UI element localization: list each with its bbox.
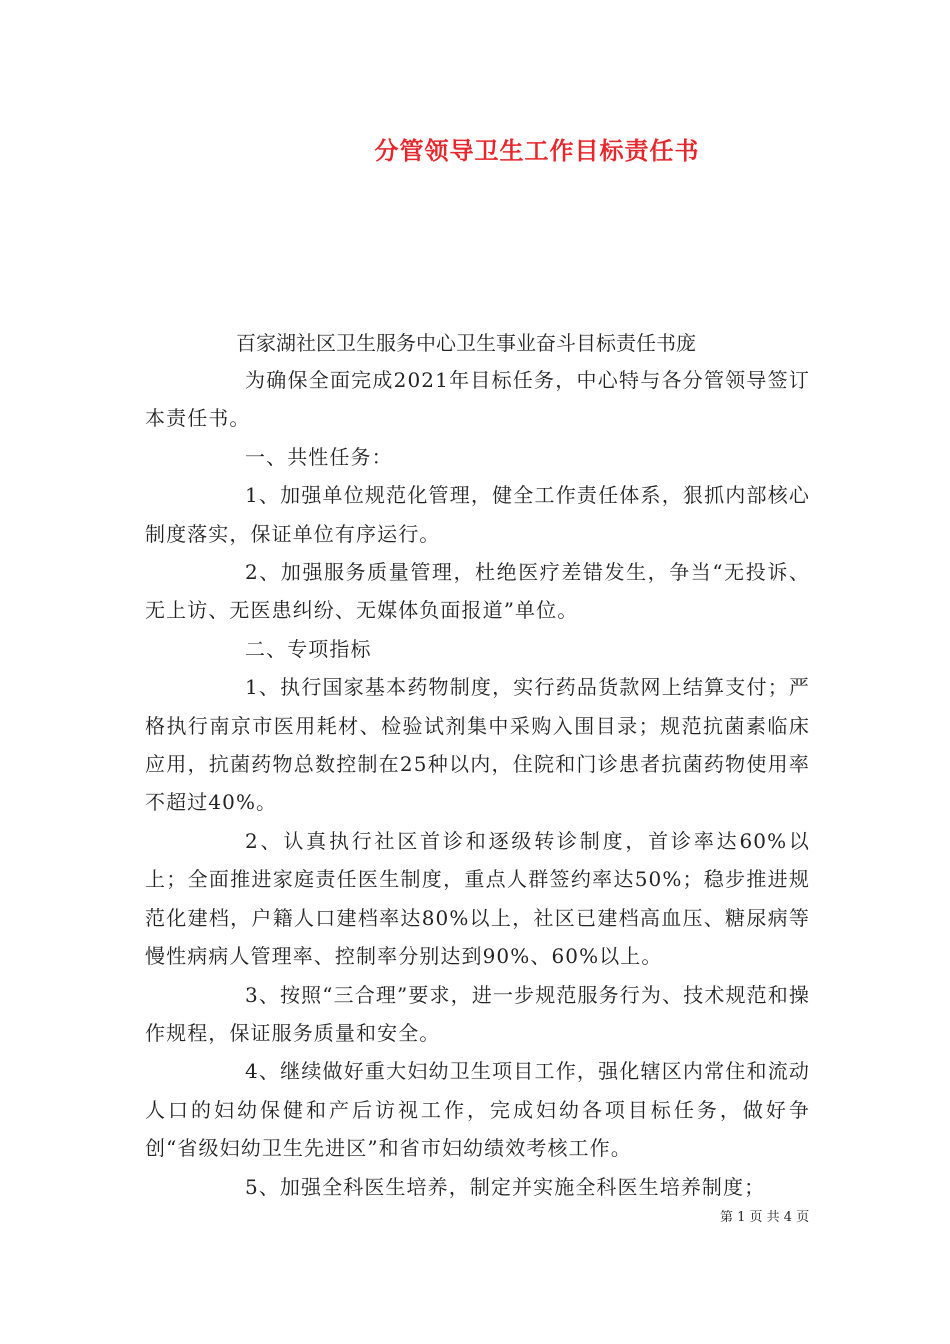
subtitle: 百家湖社区卫生服务中心卫生事业奋斗目标责任书庞 bbox=[236, 331, 696, 355]
paragraph-special-3: 3、按照“三合理”要求，进一步规范服务行为、技术规范和操作规程，保证服务质量和安全。 bbox=[145, 982, 810, 1045]
paragraph-special-4: 4、继续做好重大妇幼卫生项目工作，强化辖区内常住和流动人口的妇幼保健和产后访视工作，完成妇幼各项目标任务，做好争创“省级妇幼卫生先进区”和省市妇幼绩效考核工作。 bbox=[145, 1059, 810, 1161]
paragraph-special-1: 1、执行国家基本药物制度，实行药品货款网上结算支付；严格执行南京市医用耗材、检验试剂集中采购入围目录；规范抗菌素临床应用，抗菌药物总数控制在25种以内，住院和门诊患者抗菌药物使用率不超过40%。 bbox=[145, 675, 810, 815]
page-number-footer: 第 1 页 共 4 页 bbox=[720, 1210, 810, 1225]
heading-common-tasks: 一、共性任务： bbox=[245, 444, 393, 469]
document-body bbox=[145, 361, 810, 1206]
paragraph-common-1: 1、加强单位规范化管理，健全工作责任体系，狠抓内部核心制度落实，保证单位有序运行。 bbox=[145, 483, 810, 546]
paragraph-intro: 为确保全面完成2021年目标任务，中心特与各分管领导签订本责任书。 bbox=[145, 368, 810, 431]
page-title: 分管领导卫生工作目标责任书 bbox=[374, 136, 700, 165]
paragraph-special-2: 2、认真执行社区首诊和逐级转诊制度，首诊率达60%以上；全面推进家庭责任医生制度，重点人群签约率达50%；稳步推进规范化建档，户籍人口建档率达80%以上，社区已建档高血压、糖尿病等慢性病病人管理率、控制率分别达到90%、60%以上。 bbox=[145, 828, 810, 969]
paragraph-common-2: 2、加强服务质量管理，杜绝医疗差错发生，争当“无投诉、无上访、无医患纠纷、无媒体负面报道”单位。 bbox=[145, 560, 810, 623]
heading-special-indicators: 二、专项指标 bbox=[245, 636, 372, 661]
paragraph-special-5: 5、加强全科医生培养，制定并实施全科医生培养制度； bbox=[245, 1174, 766, 1199]
